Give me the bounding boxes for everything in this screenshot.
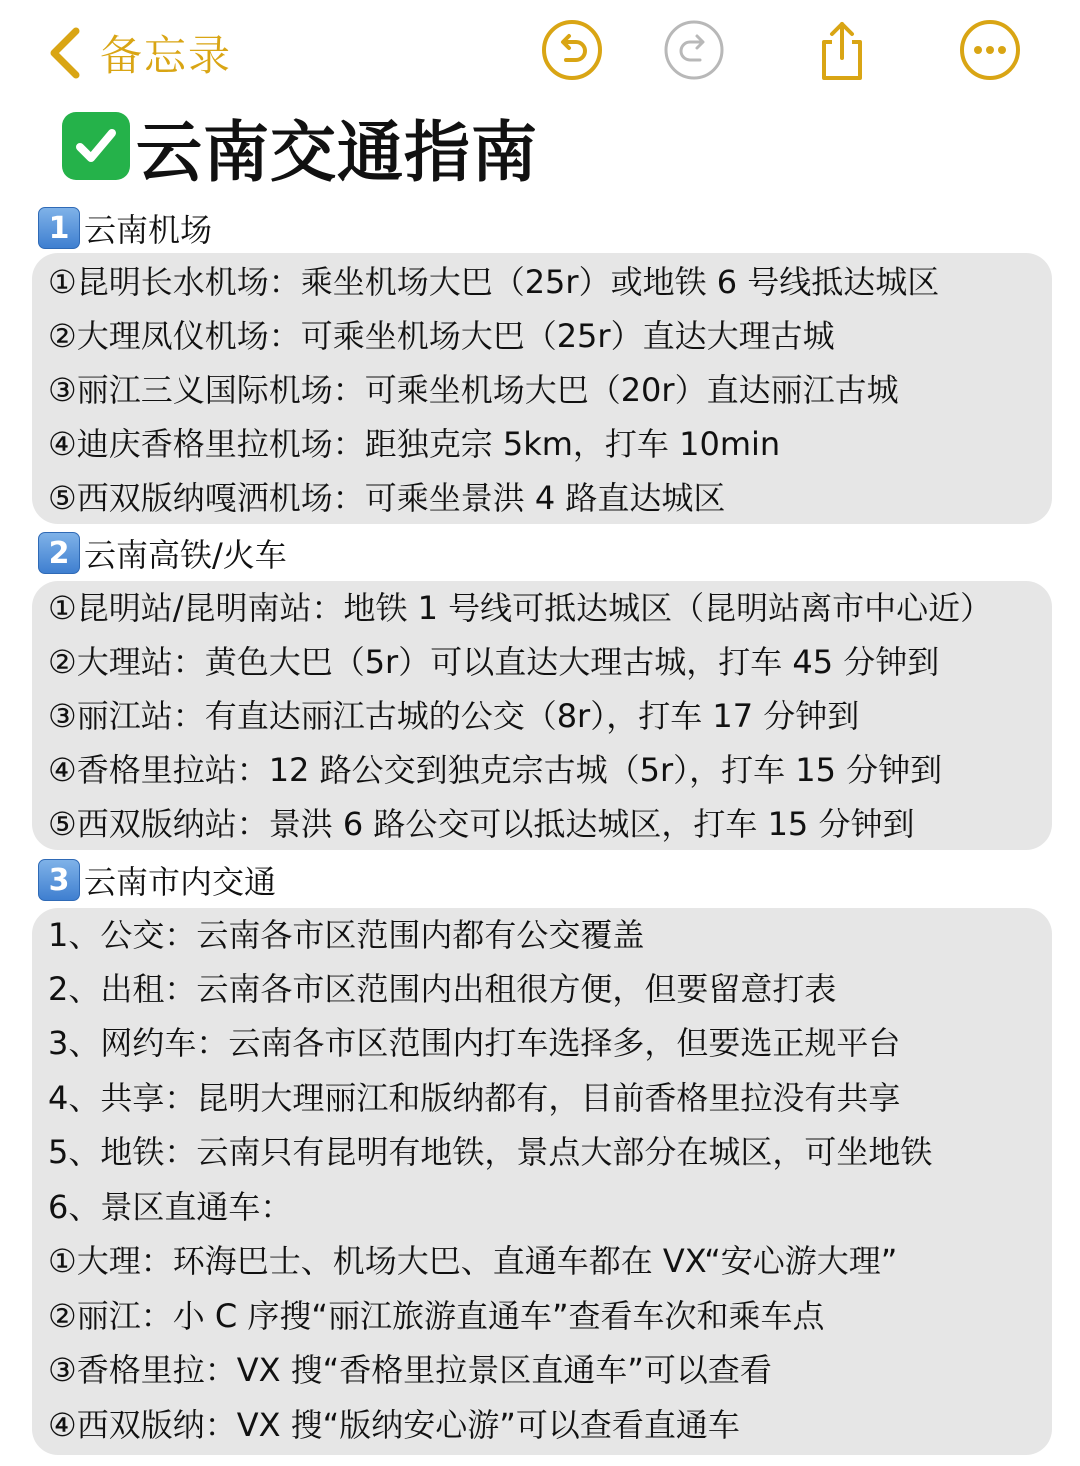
airports-card (32, 253, 1052, 524)
share-button[interactable] (810, 18, 874, 82)
list-item: 3、网约车：云南各市区范围内打车选择多，但要选正规平台 (48, 1024, 901, 1062)
list-item: ③香格里拉：VX 搜“香格里拉景区直通车”可以查看 (48, 1351, 772, 1389)
list-item: ③丽江三义国际机场：可乘坐机场大巴（20r）直达丽江古城 (48, 371, 899, 409)
section-heading-rail (38, 530, 287, 576)
note-title (62, 108, 538, 191)
back-button[interactable] (44, 18, 232, 88)
top-navigation-bar (0, 0, 1080, 105)
redo-button[interactable] (662, 18, 726, 82)
section-label: 云南高铁/火车 (84, 536, 287, 574)
list-item: ③丽江站：有直达丽江古城的公交（8r），打车 17 分钟到 (48, 697, 860, 735)
list-item: 6、景区直通车： (48, 1188, 293, 1226)
title-text: 云南交通指南 (136, 113, 538, 191)
rail-card (32, 581, 1052, 850)
back-chevron-icon (44, 25, 84, 81)
list-item: 5、地铁：云南只有昆明有地铁，景点大部分在城区，可坐地铁 (48, 1133, 933, 1171)
keycap-2-icon: 2 (38, 532, 80, 574)
list-item: ①大理：环海巴士、机场大巴、直通车都在 VX“安心游大理” (48, 1242, 898, 1280)
list-item: ②大理凤仪机场：可乘坐机场大巴（25r）直达大理古城 (48, 317, 835, 355)
list-item: ④迪庆香格里拉机场：距独克宗 5km，打车 10min (48, 425, 781, 463)
list-item: ④西双版纳：VX 搜“版纳安心游”可以查看直通车 (48, 1406, 740, 1444)
city-transport-card (32, 908, 1052, 1455)
list-item: 1、公交：云南各市区范围内都有公交覆盖 (48, 916, 645, 954)
list-item: ①昆明长水机场：乘坐机场大巴（25r）或地铁 6 号线抵达城区 (48, 263, 940, 301)
list-item: ④香格里拉站：12 路公交到独克宗古城（5r），打车 15 分钟到 (48, 751, 943, 789)
list-item: 4、共享：昆明大理丽江和版纳都有，目前香格里拉没有共享 (48, 1079, 901, 1117)
more-button[interactable] (958, 18, 1022, 82)
keycap-3-icon: 3 (38, 859, 80, 901)
undo-icon (540, 18, 604, 82)
list-item: ⑤西双版纳嘎洒机场：可乘坐景洪 4 路直达城区 (48, 479, 726, 517)
redo-icon (662, 18, 726, 82)
check-mark-icon (62, 112, 130, 180)
undo-button[interactable] (540, 18, 604, 82)
list-item: ⑤西双版纳站：景洪 6 路公交可以抵达城区，打车 15 分钟到 (48, 805, 915, 843)
list-item: ①昆明站/昆明南站：地铁 1 号线可抵达城区（昆明站离市中心近） (48, 589, 993, 627)
section-heading-airports (38, 205, 212, 251)
keycap-1-icon: 1 (38, 207, 80, 249)
list-item: 2、出租：云南各市区范围内出租很方便，但要留意打表 (48, 970, 837, 1008)
section-label: 云南机场 (84, 211, 213, 249)
more-icon (958, 18, 1022, 82)
list-item: ②大理站：黄色大巴（5r）可以直达大理古城，打车 45 分钟到 (48, 643, 940, 681)
list-item: ②丽江：小 C 序搜“丽江旅游直通车”查看车次和乘车点 (48, 1297, 825, 1335)
section-heading-city-transport (38, 857, 276, 903)
share-icon (810, 18, 874, 82)
section-label: 云南市内交通 (84, 863, 277, 901)
back-label: 备忘录 (100, 31, 233, 80)
